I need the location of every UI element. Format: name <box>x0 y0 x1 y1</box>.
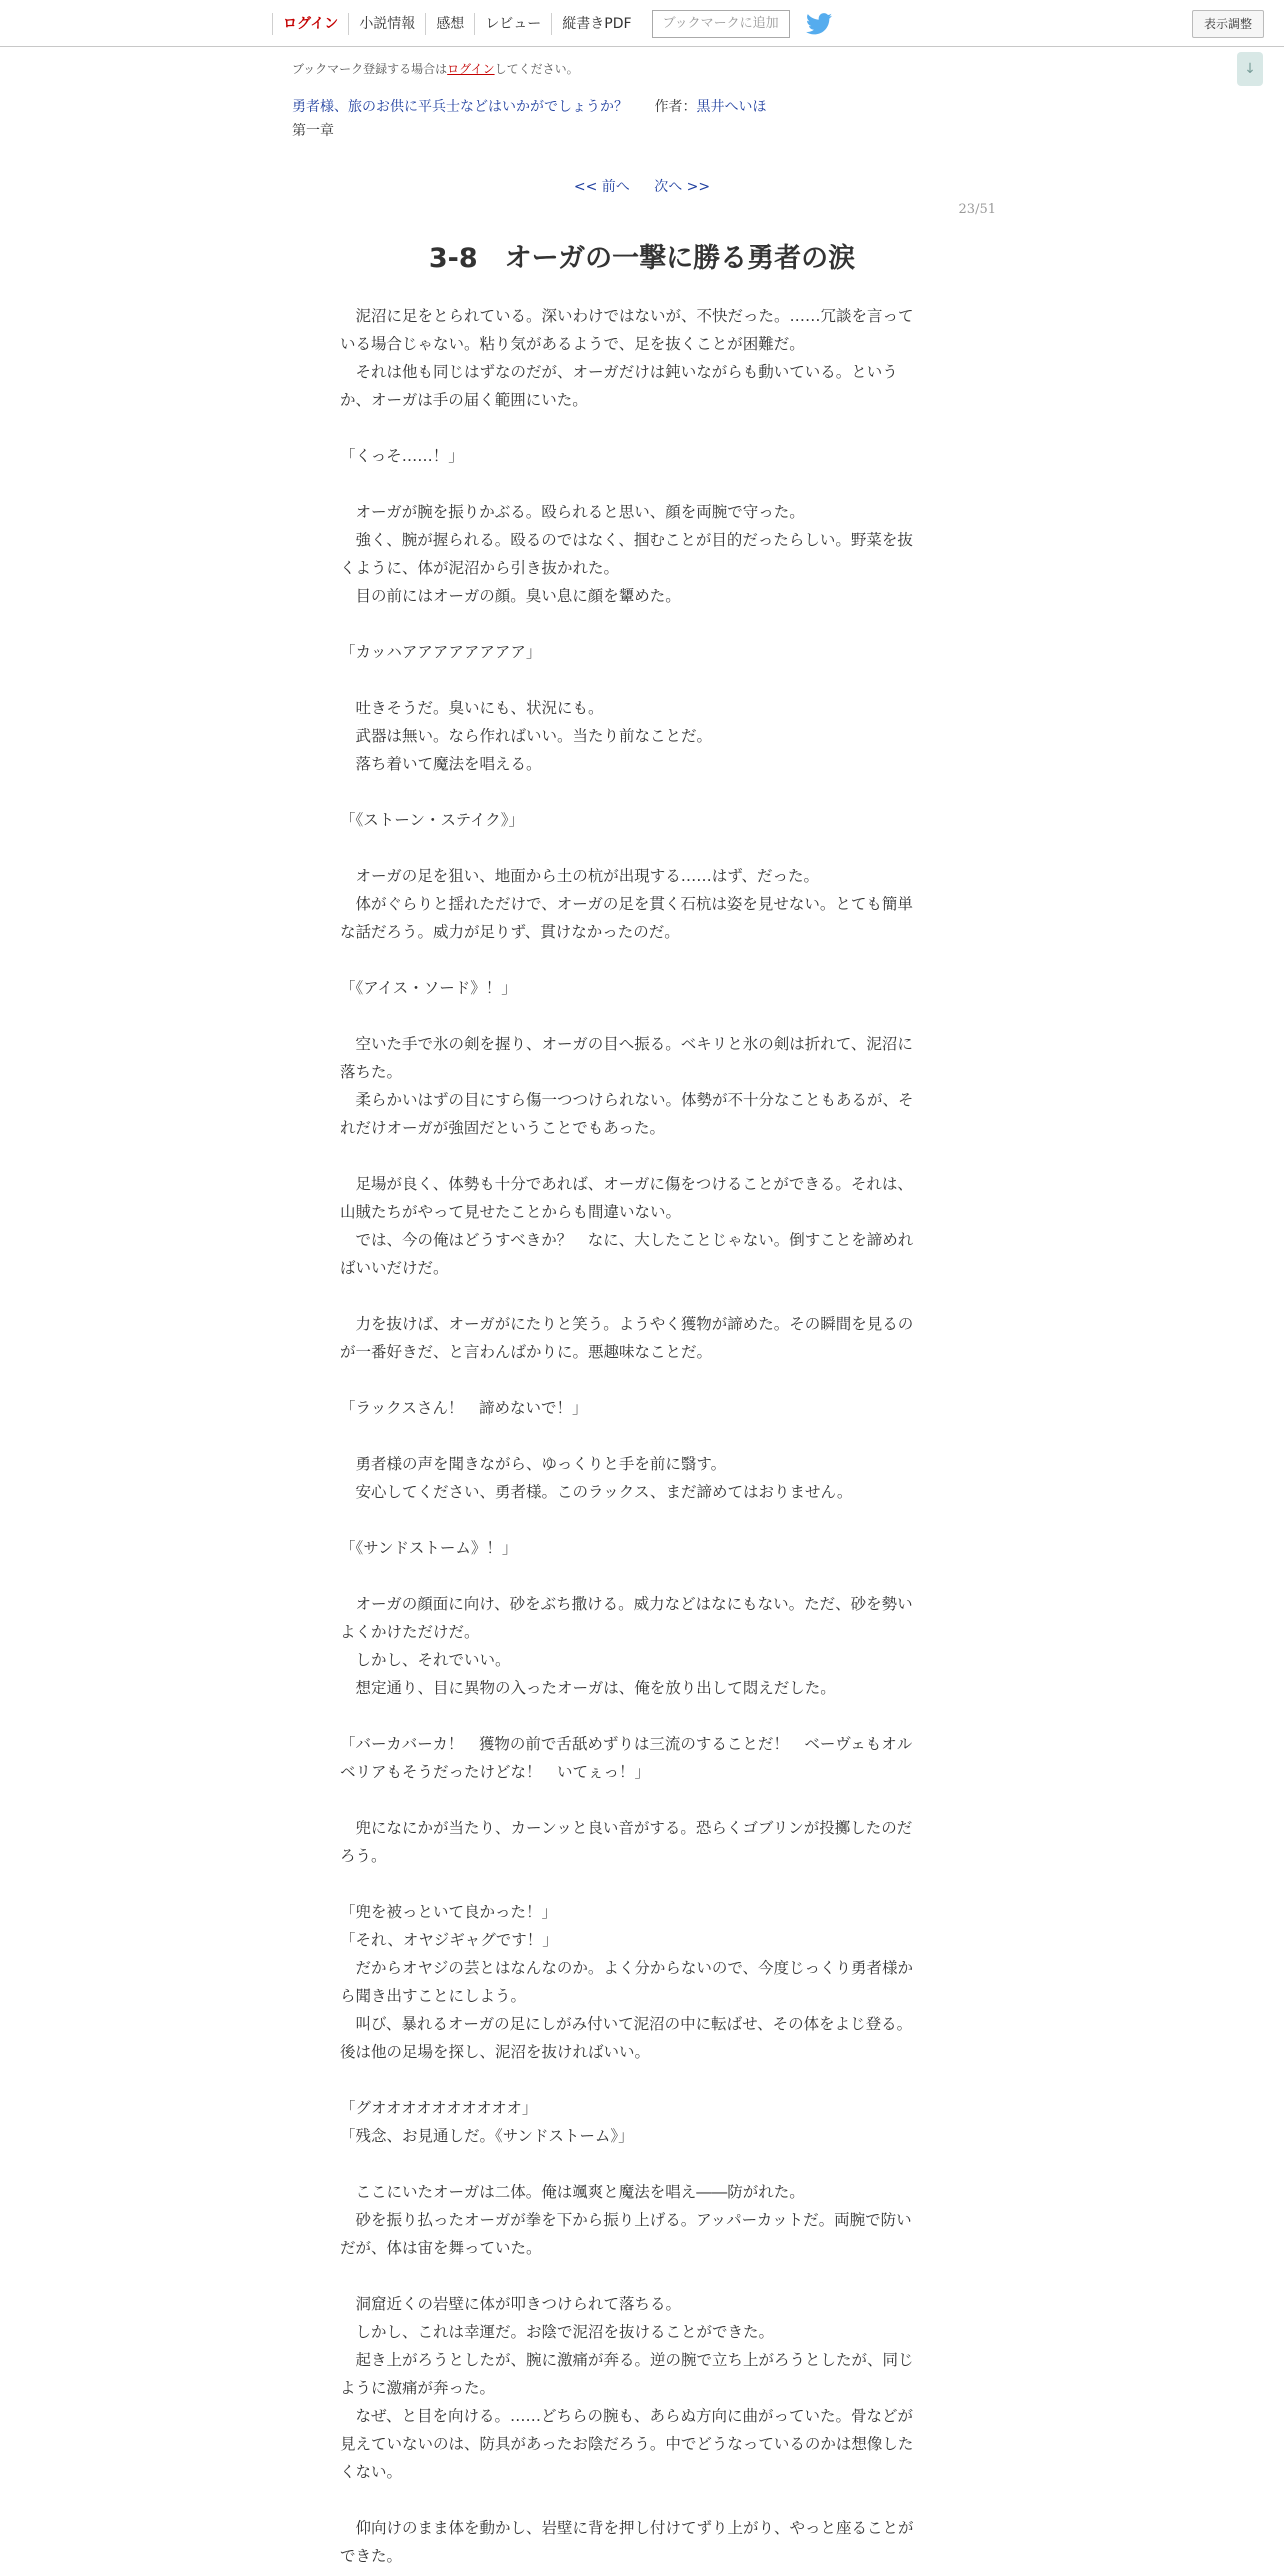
body-line: 「《ストーン・ステイク》」 <box>340 811 524 829</box>
body-line: 砂を振り払ったオーガが拳を下から振り上げる。アッパーカットだ。両腕で防い <box>340 2211 912 2229</box>
body-line: 起き上がろうとしたが、腕に激痛が奔る。逆の腕で立ち上がろうとしたが、同じ <box>340 2351 914 2369</box>
body-line: 「バーカバーカ！ 獲物の前で舌舐めずりは三流のすることだ！ ベーヴェもオル <box>340 1735 913 1753</box>
impressions-link[interactable]: 感想 <box>425 13 474 35</box>
body-line: ばいいだけだ。 <box>340 1259 449 1277</box>
body-line: だからオヤジの芸とはなんなのか。よく分からないので、今度じっくり勇者様か <box>340 1959 914 1977</box>
body-line <box>340 1282 940 1310</box>
body-line: 強く、腕が握られる。殴るのではなく、掴むことが目的だったらしい。野菜を抜 <box>340 531 913 549</box>
author-link[interactable]: 黒井へいほ <box>696 99 767 115</box>
body-line: 「くっそ……！」 <box>340 447 464 465</box>
body-line <box>340 2486 940 2514</box>
body-line: 柔らかいはずの目にすら傷一つつけられない。体勢が不十分なこともあるが、そ <box>340 1091 914 1109</box>
episode-title: 3-8 オーガの一撃に勝る勇者の涙 <box>428 243 856 274</box>
body-line <box>340 1142 940 1170</box>
body-line <box>340 666 940 694</box>
body-line: 洞窟近くの岩壁に体が叩きつけられて落ちる。 <box>340 2295 682 2313</box>
main-nav <box>272 10 832 38</box>
body-line: 落ち着いて魔法を唱える。 <box>340 755 542 773</box>
body-line: オーガの足を狙い、地面から土の杭が出現する……はず、だった。 <box>340 867 819 885</box>
body-line <box>340 1870 940 1898</box>
author-label: 作者： <box>654 99 697 115</box>
body-line: ら聞き出すことにしよう。 <box>340 1987 527 2005</box>
body-line: 空いた手で氷の剣を握り、オーガの目へ振る。ベキリと氷の剣は折れて、泥沼に <box>340 1035 913 1053</box>
body-line <box>340 946 940 974</box>
body-line <box>340 2066 940 2094</box>
body-line: 「《アイス・ソード》！」 <box>340 979 517 997</box>
body-line <box>340 778 940 806</box>
novel-header <box>292 96 766 116</box>
body-line: いる場合じゃない。粘り気があるようで、足を抜くことが困難だ。 <box>340 335 805 353</box>
episode-body <box>340 302 940 2570</box>
body-line: が一番好きだ、と言わんばかりに。悪趣味なことだ。 <box>340 1343 713 1361</box>
body-line: 安心してください、勇者様。このラックス、まだ諦めてはおりません。 <box>340 1483 853 1501</box>
add-bookmark-button[interactable]: ブックマークに追加 <box>652 10 790 38</box>
body-line: 「それ、オヤジギャグです！」 <box>340 1931 558 1949</box>
body-line <box>340 1366 940 1394</box>
body-line: 吐きそうだ。臭いにも、状況にも。 <box>340 699 604 717</box>
body-line: なぜ、と目を向ける。……どちらの腕も、あらぬ方向に曲がっていた。骨などが <box>340 2407 914 2425</box>
chapter-title: 第一章 <box>292 123 334 139</box>
twitter-icon[interactable] <box>806 13 832 35</box>
body-line: 勇者様の声を聞きながら、ゆっくりと手を前に翳す。 <box>340 1455 727 1473</box>
body-line: 「兜を被っといて良かった！」 <box>340 1903 558 1921</box>
body-line: 「残念、お見通しだ。《サンドストーム》」 <box>340 2127 634 2145</box>
body-line: 目の前にはオーガの顔。臭い息に顔を顰めた。 <box>340 587 681 605</box>
body-line: だが、体は宙を舞っていた。 <box>340 2239 542 2257</box>
body-line <box>340 2150 940 2178</box>
body-line: 泥沼に足をとられている。深いわけではないが、不快だった。……冗談を言って <box>340 307 914 325</box>
bookmark-note-prefix: ブックマーク登録する場合は <box>292 62 448 76</box>
body-line: オーガが腕を振りかぶる。殴られると思い、顔を両腕で守った。 <box>340 503 805 521</box>
episode-pager <box>0 176 1284 196</box>
body-line <box>340 414 940 442</box>
body-line: 見えていないのは、防具があったお陰だろう。中でどうなっているのかは想像した <box>340 2435 914 2453</box>
body-line <box>340 470 940 498</box>
body-line <box>340 1786 940 1814</box>
scroll-down-button[interactable]: ↓ <box>1237 52 1263 86</box>
body-line <box>340 1422 940 1450</box>
body-line: できた。 <box>340 2547 403 2565</box>
body-line: それは他も同じはずなのだが、オーガだけは鈍いながらも動いている。という <box>340 363 898 381</box>
bookmark-login-note <box>292 60 579 77</box>
body-line: しかし、それでいい。 <box>340 1651 511 1669</box>
body-line: ベリアもそうだったけどな！ いてぇっ！」 <box>340 1763 651 1781</box>
login-link[interactable]: ログイン <box>272 13 348 35</box>
body-line: ように激痛が奔った。 <box>340 2379 496 2397</box>
display-settings-button[interactable]: 表示調整 <box>1192 10 1264 38</box>
body-line: な話だろう。威力が足りず、貫けなかったのだ。 <box>340 923 680 941</box>
vertical-pdf-link[interactable]: 縦書きPDF <box>551 13 641 35</box>
body-line <box>340 834 940 862</box>
body-line: ろう。 <box>340 1847 387 1865</box>
body-line <box>340 1562 940 1590</box>
novel-title-link[interactable]: 勇者様、旅のお供に平兵士などはいかがでしょうか？ <box>292 99 628 115</box>
body-line: しかし、これは幸運だ。お陰で泥沼を抜けることができた。 <box>340 2323 775 2341</box>
next-episode-link[interactable]: 次へ >> <box>654 179 711 195</box>
novel-info-link[interactable]: 小説情報 <box>348 13 425 35</box>
bookmark-login-link[interactable]: ログイン <box>447 62 495 76</box>
body-line: くように、体が泥沼から引き抜かれた。 <box>340 559 620 577</box>
body-line <box>340 2262 940 2290</box>
body-line: 力を抜けば、オーガがにたりと笑う。ようやく獲物が諦めた。その瞬間を見るの <box>340 1315 914 1333</box>
prev-episode-link[interactable]: << 前へ <box>573 179 630 195</box>
body-line: よくかけただけだ。 <box>340 1623 480 1641</box>
body-line: くない。 <box>340 2463 403 2481</box>
body-line: ここにいたオーガは二体。俺は颯爽と魔法を唱え――防がれた。 <box>340 2183 805 2201</box>
body-line: 後は他の足場を探し、泥沼を抜ければいい。 <box>340 2043 651 2061</box>
body-line <box>340 1002 940 1030</box>
review-link[interactable]: レビュー <box>474 13 551 35</box>
body-line: 「《サンドストーム》！」 <box>340 1539 518 1557</box>
body-line: 足場が良く、体勢も十分であれば、オーガに傷をつけることができる。それは、 <box>340 1175 913 1193</box>
episode-number: 23/51 <box>958 202 996 217</box>
bookmark-note-suffix: してください。 <box>494 62 579 76</box>
top-navigation-bar <box>0 0 1284 47</box>
body-line <box>340 1702 940 1730</box>
body-line: 「グオオオオオオオオオオ」 <box>340 2099 538 2117</box>
body-line: 仰向けのまま体を動かし、岩壁に背を押し付けてずり上がり、やっと座ることが <box>340 2519 914 2537</box>
body-line <box>340 610 940 638</box>
body-line: れだけオーガが強固だということでもあった。 <box>340 1119 666 1137</box>
body-line: では、今の俺はどうすべきか？ なに、大したことじゃない。倒すことを諦めれ <box>340 1231 914 1249</box>
body-line: 「カッハアアアアアアアア」 <box>340 643 542 661</box>
body-line: 武器は無い。なら作ればいい。当たり前なことだ。 <box>340 727 713 745</box>
body-line: 叫び、暴れるオーガの足にしがみ付いて泥沼の中に転ばせ、その体をよじ登る。 <box>340 2015 913 2033</box>
body-line <box>340 1506 940 1534</box>
body-line: 「ラックスさん！ 諦めないで！」 <box>340 1399 588 1417</box>
body-line: 兜になにかが当たり、カーンッと良い音がする。恐らくゴブリンが投擲したのだ <box>340 1819 913 1837</box>
body-line: 山賊たちがやって見せたことからも間違いない。 <box>340 1203 682 1221</box>
body-line: 落ちた。 <box>340 1063 403 1081</box>
body-line: 想定通り、目に異物の入ったオーガは、俺を放り出して悶えだした。 <box>340 1679 836 1697</box>
body-line: 体がぐらりと揺れただけで、オーガの足を貫く石杭は姿を見せない。とても簡単 <box>340 895 913 913</box>
body-line: か、オーガは手の届く範囲にいた。 <box>340 391 588 409</box>
body-line: オーガの顔面に向け、砂をぶち撒ける。威力などはなにもない。ただ、砂を勢い <box>340 1595 913 1613</box>
